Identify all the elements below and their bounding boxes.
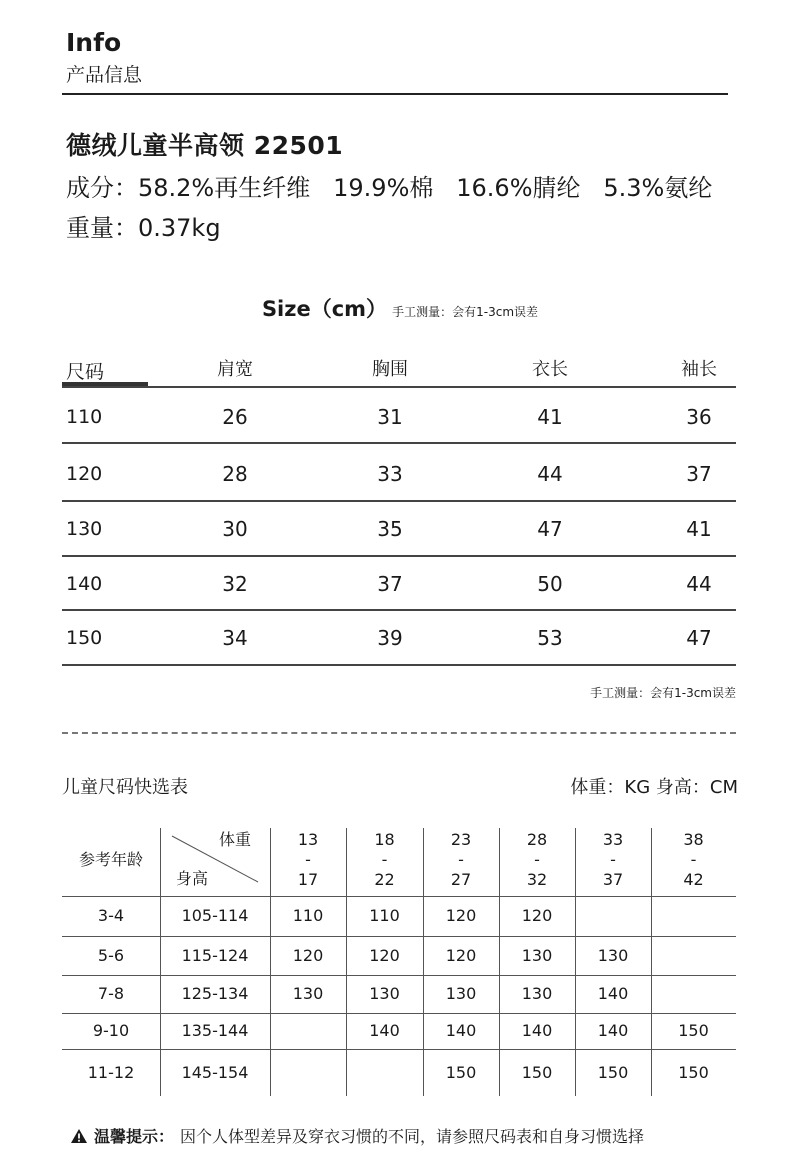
recommended-size-cell: 140 — [597, 984, 629, 1003]
size-value-cell: 35 — [377, 517, 403, 541]
size-table-header — [62, 340, 736, 396]
size-header-cell: 胸围 — [372, 359, 408, 380]
recommended-size-cell: 120 — [521, 906, 553, 925]
size-value-cell: 47 — [686, 626, 712, 650]
weight-range-dash: - — [305, 850, 311, 869]
quick-size-table — [62, 828, 736, 1096]
weight-range-high: 27 — [450, 870, 472, 889]
weight-range-dash: - — [690, 850, 697, 869]
size-table-row — [62, 391, 736, 442]
size-value-cell: 32 — [222, 571, 248, 596]
weight-range-low: 33 — [602, 830, 624, 849]
size-title-note: 手工测量：会有1-3cm误差 — [392, 305, 539, 319]
product-name: 德绒儿童半高领 22501 — [66, 131, 344, 160]
size-value-cell: 44 — [537, 462, 563, 486]
weight-range-high: 37 — [602, 870, 624, 889]
size-value-cell: 44 — [686, 571, 712, 596]
tip-bar — [70, 1124, 644, 1147]
size-value-cell: 26 — [222, 404, 248, 429]
weight-range-high: 42 — [683, 870, 704, 889]
weight-range-high: 32 — [526, 870, 548, 889]
recommended-size-cell: 140 — [521, 1021, 553, 1040]
recommended-size-cell: 150 — [678, 1021, 709, 1040]
weight-range-high: 22 — [374, 870, 395, 889]
height-cell: 125-134 — [181, 984, 249, 1003]
size-code-cell: 130 — [66, 518, 103, 540]
height-cell: 115-124 — [181, 945, 249, 965]
recommended-size-cell: 140 — [445, 1021, 477, 1040]
info-title: Info — [66, 28, 122, 57]
height-cell: 105-114 — [181, 906, 249, 925]
tip-label: 温馨提示： — [94, 1127, 175, 1146]
dashed-divider — [62, 732, 736, 734]
size-value-cell: 34 — [222, 626, 248, 650]
recommended-size-cell: 130 — [369, 984, 400, 1003]
size-code-cell: 140 — [66, 572, 103, 595]
size-table-row — [62, 448, 736, 500]
age-cell: 5-6 — [97, 945, 125, 965]
size-table-row — [62, 612, 736, 664]
grid-line — [62, 975, 736, 976]
recommended-size-cell: 130 — [292, 984, 324, 1003]
size-value-cell: 28 — [222, 462, 248, 486]
size-value-cell: 47 — [537, 517, 563, 541]
tip-text: 因个人体型差异及穿衣习惯的不同，请参照尺码表和自身习惯选择 — [180, 1127, 645, 1146]
weight-range-low: 28 — [526, 830, 548, 849]
size-table-title — [0, 293, 800, 323]
size-value-cell: 41 — [537, 404, 563, 429]
size-value-cell: 36 — [686, 404, 712, 429]
size-header-cell: 尺码 — [66, 360, 105, 383]
weight-range-dash: - — [458, 850, 464, 869]
recommended-size-cell: 150 — [521, 1062, 553, 1082]
grid-line — [62, 896, 736, 897]
recommended-size-cell: 140 — [369, 1021, 400, 1040]
table-rule — [62, 609, 736, 611]
grid-line — [62, 936, 736, 937]
weight-header: 体重 — [218, 830, 251, 849]
weight-range-dash: - — [610, 850, 616, 869]
size-value-cell: 50 — [537, 571, 563, 596]
height-cell: 145-154 — [181, 1062, 249, 1082]
size-table-row — [62, 503, 736, 555]
recommended-size-cell: 110 — [292, 906, 324, 925]
size-value-cell: 37 — [377, 571, 403, 596]
age-cell: 9-10 — [92, 1021, 130, 1040]
size-header-cell: 肩宽 — [217, 359, 253, 380]
weight-range-dash: - — [381, 850, 388, 869]
size-value-cell: 39 — [377, 626, 403, 650]
recommended-size-cell: 130 — [597, 945, 629, 965]
size-table-row — [62, 558, 736, 609]
weight-range-low: 23 — [450, 830, 472, 849]
size-value-cell: 31 — [377, 404, 403, 429]
warning-icon — [70, 1128, 88, 1144]
age-cell: 3-4 — [97, 906, 125, 925]
weight-range-dash: - — [534, 850, 540, 869]
recommended-size-cell: 140 — [597, 1021, 629, 1040]
age-cell: 11-12 — [87, 1062, 135, 1082]
product-weight: 重量：0.37kg — [66, 214, 221, 242]
age-header: 参考年龄 — [78, 850, 143, 869]
recommended-size-cell: 150 — [445, 1062, 477, 1082]
info-subtitle: 产品信息 — [66, 64, 143, 86]
recommended-size-cell: 120 — [445, 945, 477, 965]
size-value-cell: 33 — [377, 462, 403, 486]
recommended-size-cell: 150 — [678, 1062, 709, 1082]
weight-range-low: 18 — [374, 830, 395, 849]
size-value-cell: 30 — [222, 517, 248, 541]
product-composition: 成分：58.2%再生纤维 19.9%棉 16.6%腈纶 5.3%氨纶 — [66, 174, 713, 202]
header-divider — [62, 93, 728, 95]
table-rule — [62, 500, 736, 502]
recommended-size-cell: 110 — [369, 906, 400, 925]
size-value-cell: 37 — [686, 462, 712, 486]
recommended-size-cell: 120 — [445, 906, 477, 925]
grid-line — [62, 1049, 736, 1050]
size-code-cell: 110 — [66, 405, 103, 428]
weight-range-low: 13 — [297, 830, 319, 849]
size-title-text: Size（cm） — [261, 297, 388, 321]
grid-line — [62, 1013, 736, 1014]
size-table-footnote: 手工测量：会有1-3cm误差 — [590, 686, 736, 700]
height-cell: 135-144 — [181, 1021, 249, 1040]
table-rule — [62, 555, 736, 557]
height-header: 身高 — [175, 869, 208, 888]
table-rule — [62, 386, 736, 388]
quick-table-title: 儿童尺码快选表 — [62, 777, 188, 798]
age-cell: 7-8 — [97, 984, 125, 1003]
quick-table-units: 体重：KG 身高：CM — [570, 777, 738, 798]
recommended-size-cell: 150 — [597, 1062, 629, 1082]
table-rule — [62, 664, 736, 666]
recommended-size-cell: 130 — [445, 984, 477, 1003]
size-header-cell: 衣长 — [532, 359, 568, 380]
recommended-size-cell: 120 — [292, 945, 324, 965]
recommended-size-cell: 130 — [521, 945, 553, 965]
size-code-cell: 120 — [66, 463, 103, 485]
size-code-cell: 150 — [66, 627, 103, 649]
table-rule — [62, 442, 736, 444]
weight-range-low: 38 — [683, 830, 704, 849]
size-header-cell: 袖长 — [681, 359, 717, 380]
recommended-size-cell: 130 — [521, 984, 553, 1003]
recommended-size-cell: 120 — [369, 945, 400, 965]
size-value-cell: 53 — [537, 626, 563, 650]
size-value-cell: 41 — [686, 517, 712, 541]
weight-range-high: 17 — [297, 870, 319, 889]
